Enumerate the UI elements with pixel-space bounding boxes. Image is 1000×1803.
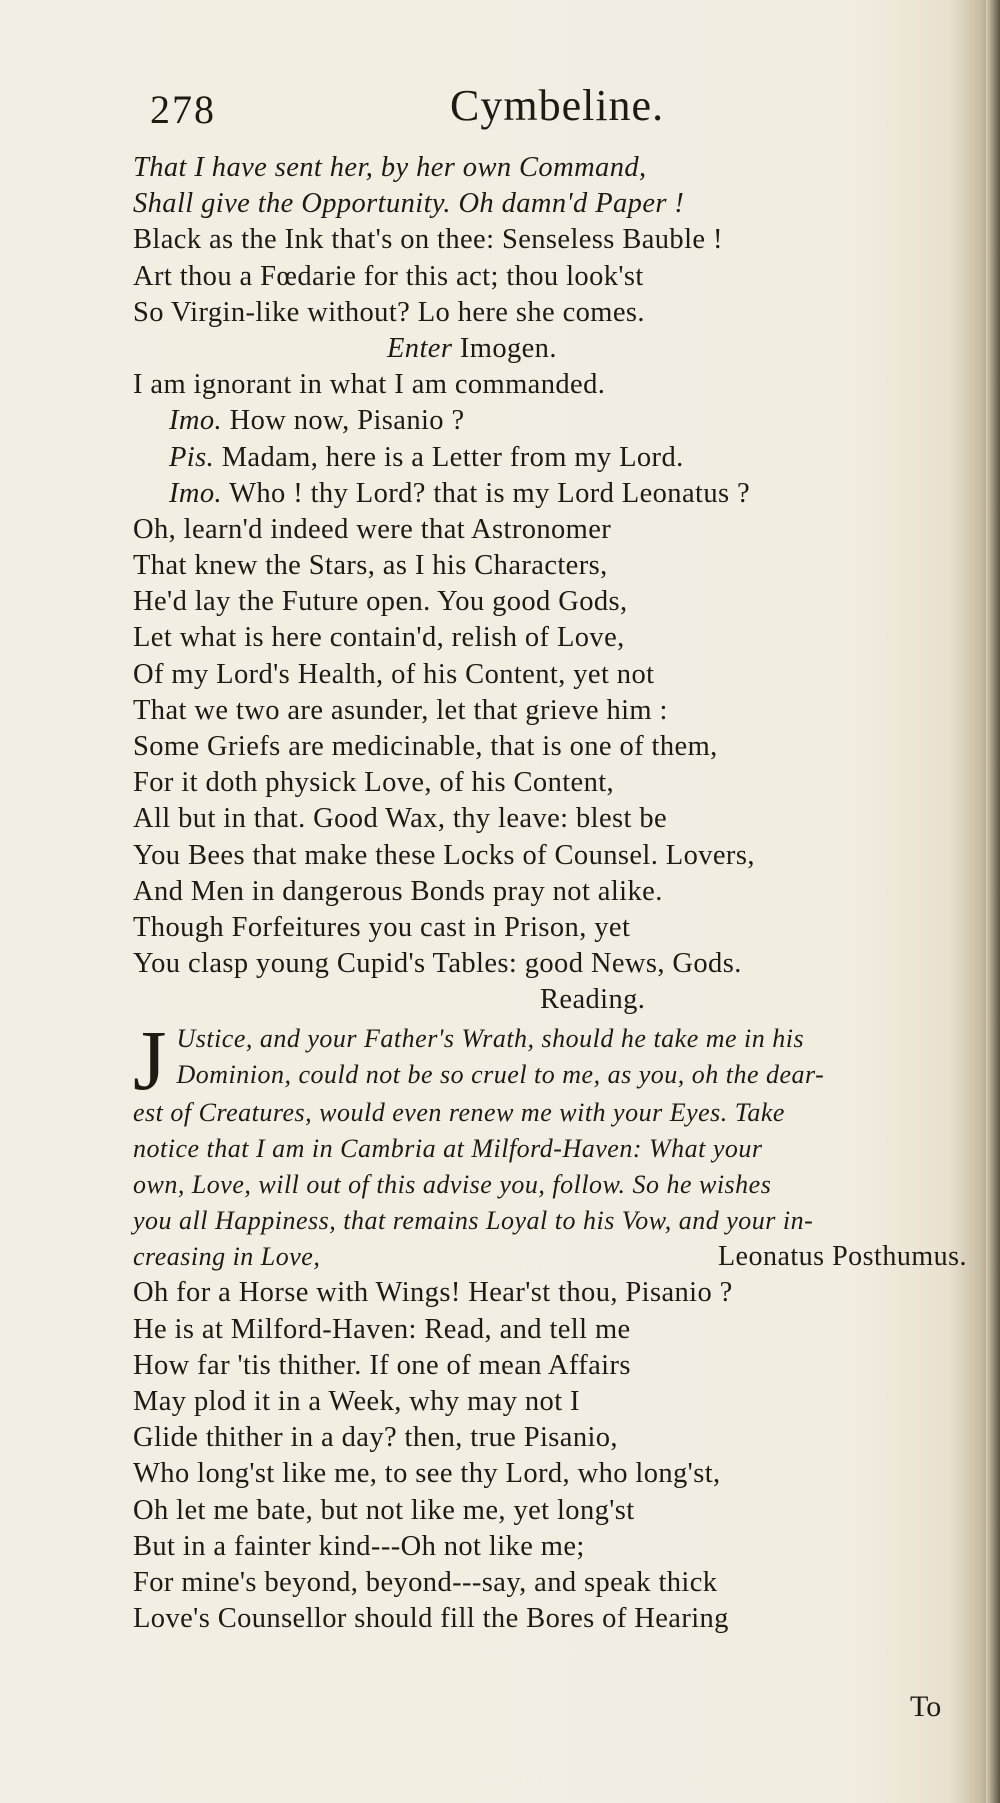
speech-text: He'd lay the Future open. You good Gods, xyxy=(133,586,628,618)
verse-line xyxy=(133,729,973,765)
speech-text: Some Griefs are medicinable, that is one of them, xyxy=(133,731,718,762)
letter-closing-line xyxy=(133,1239,973,1275)
verse-line xyxy=(133,620,973,656)
drop-cap: J xyxy=(133,1011,167,1108)
verse-line: Love's Counsellor should fill the Bores of Hearing xyxy=(133,1603,729,1635)
letter-block xyxy=(133,1011,973,1276)
page-spine-edge xyxy=(986,0,1000,1803)
verse-line: Black as the Ink that's on thee: Senseless Bauble ! xyxy=(133,224,723,256)
speaker-name: Pis. xyxy=(169,441,215,473)
speech-text: Madam, here is a Letter from my Lord. xyxy=(221,441,684,473)
speech-text: For it doth physick Love, of his Content, xyxy=(133,767,615,799)
verse-line: Oh for a Horse with Wings! Hear'st thou, Pisanio ? xyxy=(133,1277,733,1309)
verse-line xyxy=(133,801,973,837)
speech-text: You clasp young Cupid's Tables: good News, Gods. xyxy=(133,948,742,980)
letter-line: Dominion, could not be so cruel to me, as you, oh the dear- xyxy=(176,1059,825,1089)
stage-direction-word: Enter xyxy=(387,332,453,364)
letter-line: own, Love, will out of this advise you, follow. So he wishes xyxy=(133,1169,772,1199)
speaker-name: Imo. xyxy=(169,477,223,509)
verse-line: Art thou a Fœdarie for this act; thou look'st xyxy=(133,260,644,292)
letter-signature: Leonatus Posthumus. xyxy=(717,1241,967,1273)
catchword: To xyxy=(910,1690,942,1723)
speech-text: And Men in dangerous Bonds pray not alike. xyxy=(133,875,663,907)
running-head: Cymbeline. xyxy=(450,81,665,130)
verse-line: May plod it in a Week, why may not I xyxy=(133,1386,580,1417)
verse-line: That I have sent her, by her own Command, xyxy=(133,152,647,183)
speech-text: Oh, learn'd indeed were that Astronomer xyxy=(133,513,612,545)
verse-line xyxy=(133,548,973,584)
verse-line: Glide thither in a day? then, true Pisanio, xyxy=(133,1422,618,1454)
verse-line: Oh let me bate, but not like me, yet long'st xyxy=(133,1494,635,1526)
verse-line: How far 'tis thither. If one of mean Affairs xyxy=(133,1349,631,1381)
speech-line xyxy=(133,403,973,439)
speech-text: How now, Pisanio ? xyxy=(229,405,465,437)
letter-line: you all Happiness, that remains Loyal to his Vow, and your in- xyxy=(133,1206,814,1236)
letter-line: Ustice, and your Father's Wrath, should he take me in his xyxy=(176,1023,805,1053)
speech-text: All but in that. Good Wax, thy leave: blest be xyxy=(133,803,668,835)
speech-text: Let what is here contain'd, relish of Love, xyxy=(133,622,625,654)
letter-line: est of Creatures, would even renew me with your Eyes. Take xyxy=(133,1097,785,1127)
speech-text: You Bees that make these Locks of Counsel. Lovers, xyxy=(133,839,755,871)
page-number: 278 xyxy=(150,87,216,132)
speech-text: Who ! thy Lord? that is my Lord Leonatus ? xyxy=(229,477,751,509)
verse-line: For mine's beyond, beyond---say, and speak thick xyxy=(133,1566,718,1598)
speech-text: That we two are asunder, let that grieve him : xyxy=(133,694,668,726)
letter-line: creasing in Love, xyxy=(133,1242,321,1272)
play-text xyxy=(133,150,973,1637)
verse-line: But in a fainter kind---Oh not like me; xyxy=(133,1530,585,1562)
verse-line xyxy=(133,874,973,910)
page-header xyxy=(150,80,850,140)
stage-direction-name: Imogen. xyxy=(459,332,557,364)
verse-line xyxy=(133,657,973,693)
verse-line xyxy=(133,838,973,874)
verse-line: Shall give the Opportunity. Oh damn'd Paper ! xyxy=(133,188,685,220)
speaker-name: Imo. xyxy=(169,405,223,437)
speech-text: I am ignorant in what I am commanded. xyxy=(133,369,606,401)
speech-text: That knew the Stars, as I his Characters, xyxy=(133,550,608,582)
verse-line xyxy=(133,765,973,801)
verse-line xyxy=(133,946,973,982)
speech-text: Though Forfeitures you cast in Prison, yet xyxy=(133,911,631,943)
speech-text: Of my Lord's Health, of his Content, yet not xyxy=(133,658,655,690)
verse-line xyxy=(133,910,973,946)
speech-line xyxy=(133,440,973,476)
verse-line xyxy=(133,693,973,729)
verse-line xyxy=(133,367,973,403)
verse-line: So Virgin-like without? Lo here she comes. xyxy=(133,296,645,328)
verse-line: He is at Milford-Haven: Read, and tell me xyxy=(133,1313,631,1345)
verse-line xyxy=(133,584,973,620)
verse-line: Who long'st like me, to see thy Lord, who long'st, xyxy=(133,1458,721,1490)
speech-line xyxy=(133,476,973,512)
stage-direction xyxy=(133,331,973,367)
verse-line xyxy=(133,512,973,548)
reading-label: Reading. xyxy=(540,984,646,1016)
letter-line: notice that I am in Cambria at Milford-Haven: What your xyxy=(133,1133,763,1163)
